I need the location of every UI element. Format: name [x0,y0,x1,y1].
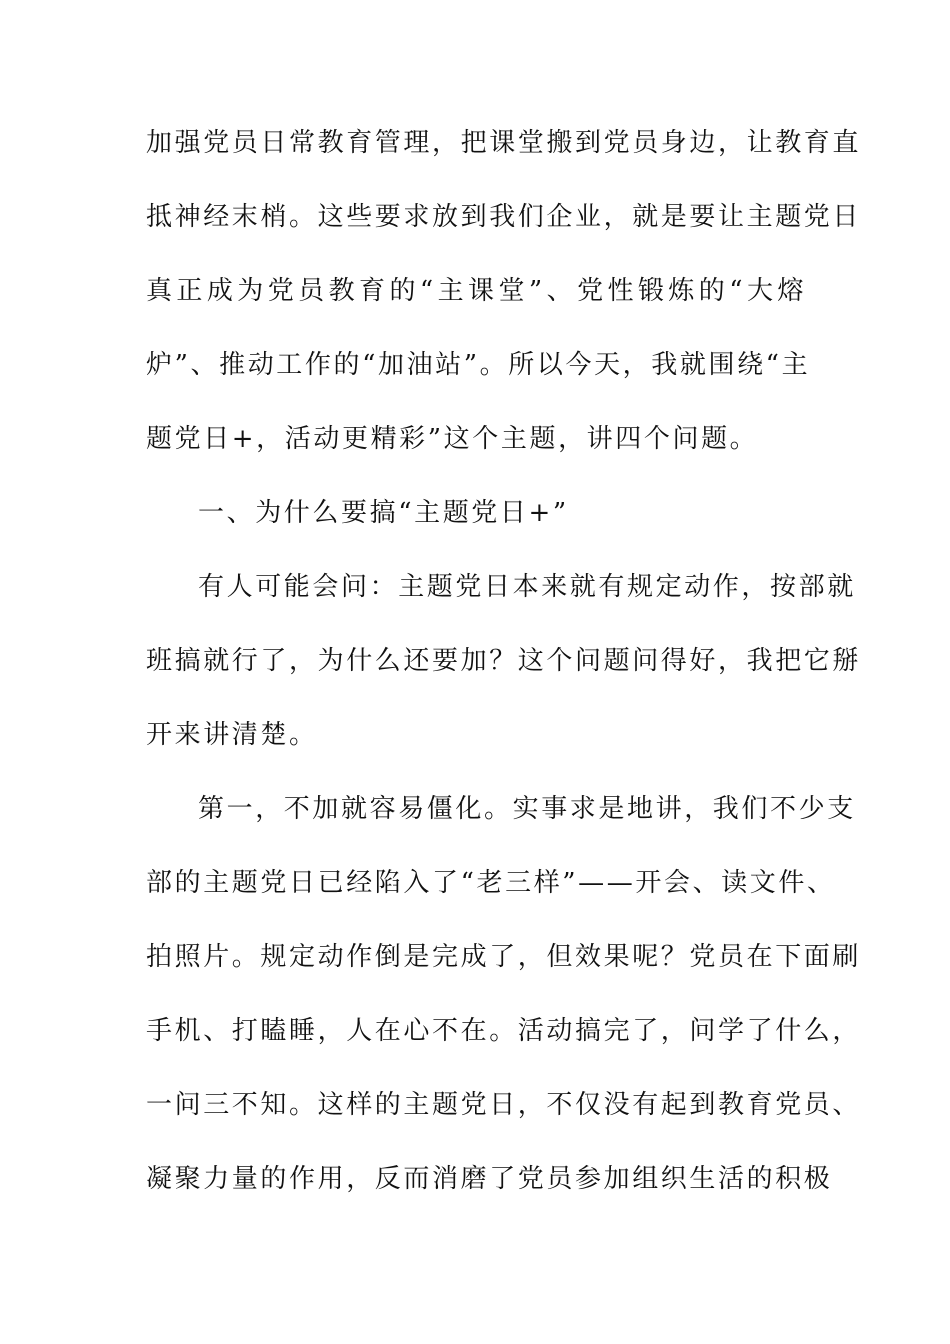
body-text [146,118,862,1228]
text-line-11: 部的主题党日已经陷入了“老三样”——开会、读文件、 [146,868,836,898]
text-line-1: 加强党员日常教育管理，把课堂搬到党员身边，让教育直 [146,128,862,158]
text-line-10: 第一，不加就容易僵化。实事求是地讲，我们不少支 [198,794,856,824]
text-line-7: 有人可能会问：主题党日本来就有规定动作，按部就 [198,572,856,602]
text-line-9: 开来讲清楚。 [146,720,318,750]
text-line-3: 真正成为党员教育的“主课堂”、党性锻炼的“大熔 [146,276,806,306]
text-line-14: 一问三不知。这样的主题党日，不仅没有起到教育党员、 [146,1090,862,1120]
text-line-2: 抵神经末梢。这些要求放到我们企业，就是要让主题党日 [146,202,862,232]
text-line-5: 题党日+，活动更精彩”这个主题，讲四个问题。 [146,424,759,454]
text-line-8: 班搞就行了，为什么还要加？这个问题问得好，我把它掰 [146,646,862,676]
text-line-15: 凝聚力量的作用，反而消磨了党员参加组织生活的积极 [146,1164,833,1194]
text-line-12: 拍照片。规定动作倒是完成了，但效果呢？党员在下面刷 [146,942,862,972]
text-line-4: 炉”、推动工作的“加油站”。所以今天，我就围绕“主 [146,350,811,380]
text-line-13: 手机、打瞌睡，人在心不在。活动搞完了，问学了什么， [146,1016,862,1046]
section-heading: 一、为什么要搞“主题党日+” [198,498,569,528]
